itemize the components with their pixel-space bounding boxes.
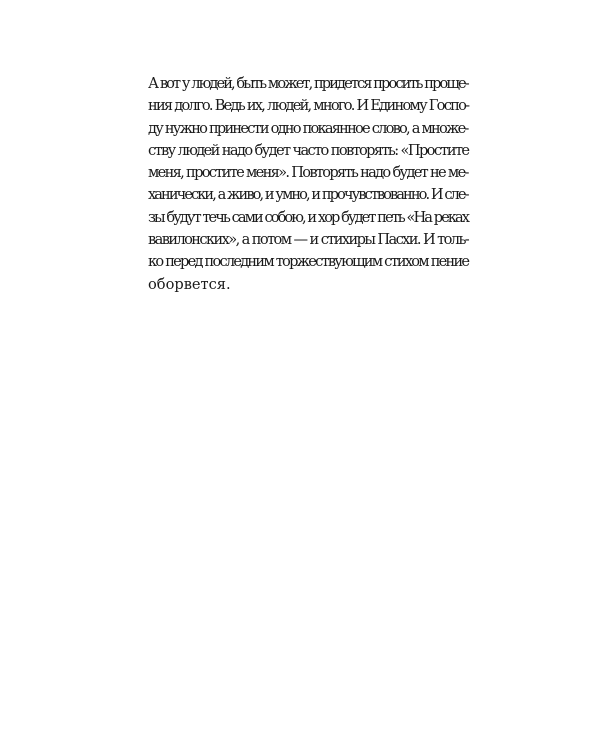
text-line: ния долго. Ведь их, людей, много. И Единому Госпо- [148,97,469,115]
body-paragraph [148,73,468,296]
text-line: зы будут течь сами собою, и хор будет петь «На реках [148,208,469,226]
text-line: ству людей надо будет часто повторять: «Простите [148,141,469,159]
text-line: ду нужно принести одно покаянное слово, а множе- [148,119,468,137]
text-line: вавилонских», а потом — и стихиры Пасхи. И толь- [148,231,469,249]
text-line: ко перед последним торжествующим стихом пение [148,253,469,271]
text-line: А вот у людей, быть может, придется просить проще- [148,75,468,92]
text-line: меня, простите меня». Повторять надо будет не ме- [148,164,468,182]
text-line: ханически, а живо, и умно, и прочувствованно. И сле- [148,186,468,204]
text-line: оборвется. [148,275,231,293]
